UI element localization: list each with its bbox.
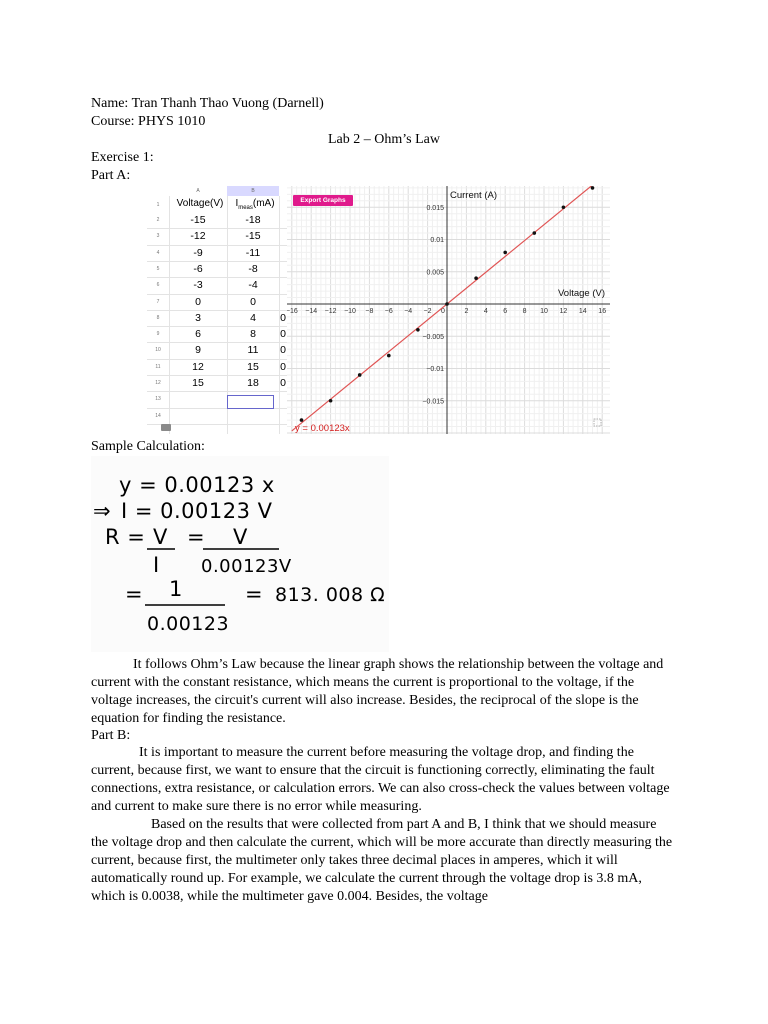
x-tick-label: −8 — [365, 308, 374, 315]
data-point — [562, 205, 566, 209]
cell-current[interactable]: 15 — [247, 360, 259, 373]
cell-column-c[interactable]: 0 — [280, 344, 286, 357]
x-tick-label: 12 — [559, 308, 568, 315]
x-tick-label: 4 — [483, 308, 488, 315]
header-current-symbol: I — [235, 198, 239, 209]
cell-voltage[interactable]: 6 — [195, 328, 201, 341]
row-number: 14 — [155, 412, 161, 419]
calc-r-equals: R = — [105, 525, 146, 549]
y-axis-label: Current (A) — [450, 190, 497, 201]
data-point — [387, 354, 391, 358]
row-number: 10 — [155, 347, 161, 354]
cell-column-c[interactable]: 0 — [280, 377, 286, 389]
y-tick-label: 0.015 — [426, 204, 444, 212]
y-tick-label: −0.015 — [422, 398, 444, 406]
exercise-label: Exercise 1: — [91, 150, 154, 165]
x-tick-label: 8 — [522, 308, 527, 315]
data-point — [416, 328, 420, 332]
cell-voltage[interactable]: 12 — [192, 360, 204, 373]
paragraph-conclusion: Based on the results that were collected from part A and B, I think that we should measure the voltage drop and then calculate the current, which will be more accurate than directly measuring the current, because first, the multimeter only takes three decimal places in amperes, which it will automatically round up. For example, we calculate the current through the voltage drop is 3.8 mA, which is 0.0038, while the multimeter gave 0.004. Besides, the voltage — [91, 817, 673, 905]
cell-column-c[interactable]: 0 — [280, 360, 286, 373]
calc-equals-2: = — [125, 582, 144, 606]
graph-view — [287, 186, 610, 434]
cell-current[interactable]: 8 — [250, 328, 256, 341]
row-number: 13 — [155, 396, 161, 403]
paragraph-measure-order: It is important to measure the current before measuring the voltage drop, and finding the current, because first, we want to ensure that the circuit is functioning correctly, eliminating the fault connections, extra resistance, or calculation errors. We can also cross-check the values between voltage and current to make sure there is no error while measuring. — [91, 745, 670, 815]
x-tick-label: −2 — [423, 308, 432, 315]
row-number: 12 — [155, 380, 161, 386]
calc-i-denominator: I — [153, 553, 160, 577]
calc-v-numerator-2: V — [233, 525, 248, 549]
x-tick-label: −4 — [404, 308, 413, 315]
course-name: Course: PHYS 1010 — [91, 114, 206, 129]
column-header-b: B — [227, 186, 279, 196]
x-tick-label: −10 — [344, 308, 356, 315]
data-point — [474, 276, 478, 280]
data-point — [329, 399, 333, 403]
data-point — [591, 186, 595, 190]
spreadsheet — [147, 186, 287, 434]
cell-column-c[interactable]: 0 — [280, 328, 286, 341]
x-tick-label: −16 — [287, 308, 298, 315]
calc-one-numerator: 1 — [169, 577, 183, 601]
selected-cell[interactable] — [227, 395, 274, 409]
row-number: 11 — [155, 363, 161, 370]
cell-current[interactable]: -8 — [248, 262, 258, 275]
sample-calculation-label: Sample Calculation: — [91, 439, 205, 454]
x-axis-label: Voltage (V) — [558, 288, 605, 299]
row-number: 9 — [156, 331, 160, 338]
row-number: 8 — [156, 314, 160, 321]
row-number: 1 — [156, 202, 160, 208]
paragraph-ohms-law: It follows Ohm’s Law because the linear graph shows the relationship between the voltage and current with the constant resistance, which means the current is proportional to the voltage, if the voltage increases, the circuit's current will also increase. Besides, the reciprocal of the slope is the equation for finding the resistance. — [91, 657, 664, 727]
cell-current[interactable]: -4 — [248, 279, 258, 292]
row-number: 6 — [156, 282, 160, 289]
x-tick-label: −6 — [384, 308, 393, 315]
calc-line-2: I = 0.00123 V — [121, 499, 273, 523]
fit-equation: y = 0.00123x — [295, 423, 350, 434]
student-name: Name: Tran Thanh Thao Vuong (Darnell) — [91, 96, 324, 111]
calc-v-numerator: V — [153, 525, 168, 549]
cell-voltage[interactable]: 9 — [195, 344, 201, 357]
cell-current[interactable]: 18 — [247, 377, 259, 389]
row-number: 7 — [156, 298, 160, 305]
row-number: 4 — [156, 249, 160, 256]
export-graphs-button[interactable]: Export Graphs — [293, 195, 353, 206]
header-voltage: Voltage(V) — [176, 198, 224, 209]
lab-title: Lab 2 – Ohm’s Law — [328, 132, 440, 147]
cell-voltage[interactable]: -9 — [193, 246, 203, 259]
x-tick-label: −12 — [324, 308, 337, 315]
cell-voltage[interactable]: 0 — [195, 295, 201, 308]
data-point — [358, 373, 362, 377]
calc-equals: = — [187, 525, 206, 549]
data-point — [445, 302, 449, 306]
part-b-label: Part B: — [91, 728, 131, 743]
cell-voltage[interactable]: -12 — [190, 230, 206, 243]
row-number: 2 — [156, 217, 160, 223]
cell-current[interactable]: -15 — [245, 230, 261, 243]
x-tick-label: 16 — [598, 308, 607, 315]
y-tick-label: 0.005 — [426, 269, 444, 277]
y-tick-label: −0.01 — [426, 366, 444, 373]
geogebra-screenshot — [147, 186, 610, 434]
graph-svg — [287, 186, 610, 434]
calc-denominator-3: 0.00123 — [147, 613, 230, 635]
row-number: 3 — [156, 233, 160, 240]
column-header-a: A — [196, 188, 200, 194]
cell-current[interactable]: 4 — [250, 311, 256, 324]
calculation-svg — [91, 456, 389, 652]
data-point — [300, 418, 304, 422]
calc-denominator-2: 0.00123V — [201, 556, 292, 577]
data-point — [533, 231, 537, 235]
y-tick-label: 0.01 — [430, 237, 444, 244]
cell-voltage[interactable]: -15 — [190, 214, 206, 226]
calc-result: 813. 008 Ω — [275, 584, 386, 606]
header-current-unit: (mA) — [252, 198, 275, 209]
cell-current[interactable]: 11 — [247, 344, 259, 357]
y-tick-label: −0.005 — [422, 333, 444, 341]
cell-current[interactable]: -11 — [245, 246, 261, 259]
calc-equals-3: = — [245, 582, 264, 606]
cell-current[interactable]: 0 — [250, 295, 256, 308]
calc-line-1: y = 0.00123 x — [119, 473, 275, 497]
cell-voltage[interactable]: 3 — [195, 311, 201, 324]
x-tick-label: 6 — [503, 308, 508, 315]
header-current — [229, 196, 281, 212]
handwritten-calculation — [91, 456, 389, 652]
part-a-label: Part A: — [91, 168, 131, 183]
header-current-sub: meas — [238, 205, 253, 211]
cell-voltage[interactable]: -3 — [193, 279, 203, 292]
x-tick-label: 2 — [464, 308, 469, 315]
cell-current[interactable]: -18 — [245, 214, 261, 226]
cell-voltage[interactable]: -6 — [193, 262, 203, 275]
x-tick-label: 10 — [540, 308, 548, 315]
cell-voltage[interactable]: 15 — [192, 377, 204, 389]
row-number: 5 — [156, 265, 160, 272]
x-tick-label: 0 — [441, 308, 445, 315]
calc-implies-arrow: ⇒ — [93, 499, 112, 523]
x-tick-label: −14 — [305, 308, 318, 315]
cell-column-c[interactable]: 0 — [280, 311, 286, 324]
data-point — [503, 251, 507, 255]
x-tick-label: 14 — [578, 308, 587, 315]
keyboard-icon[interactable] — [161, 424, 171, 431]
